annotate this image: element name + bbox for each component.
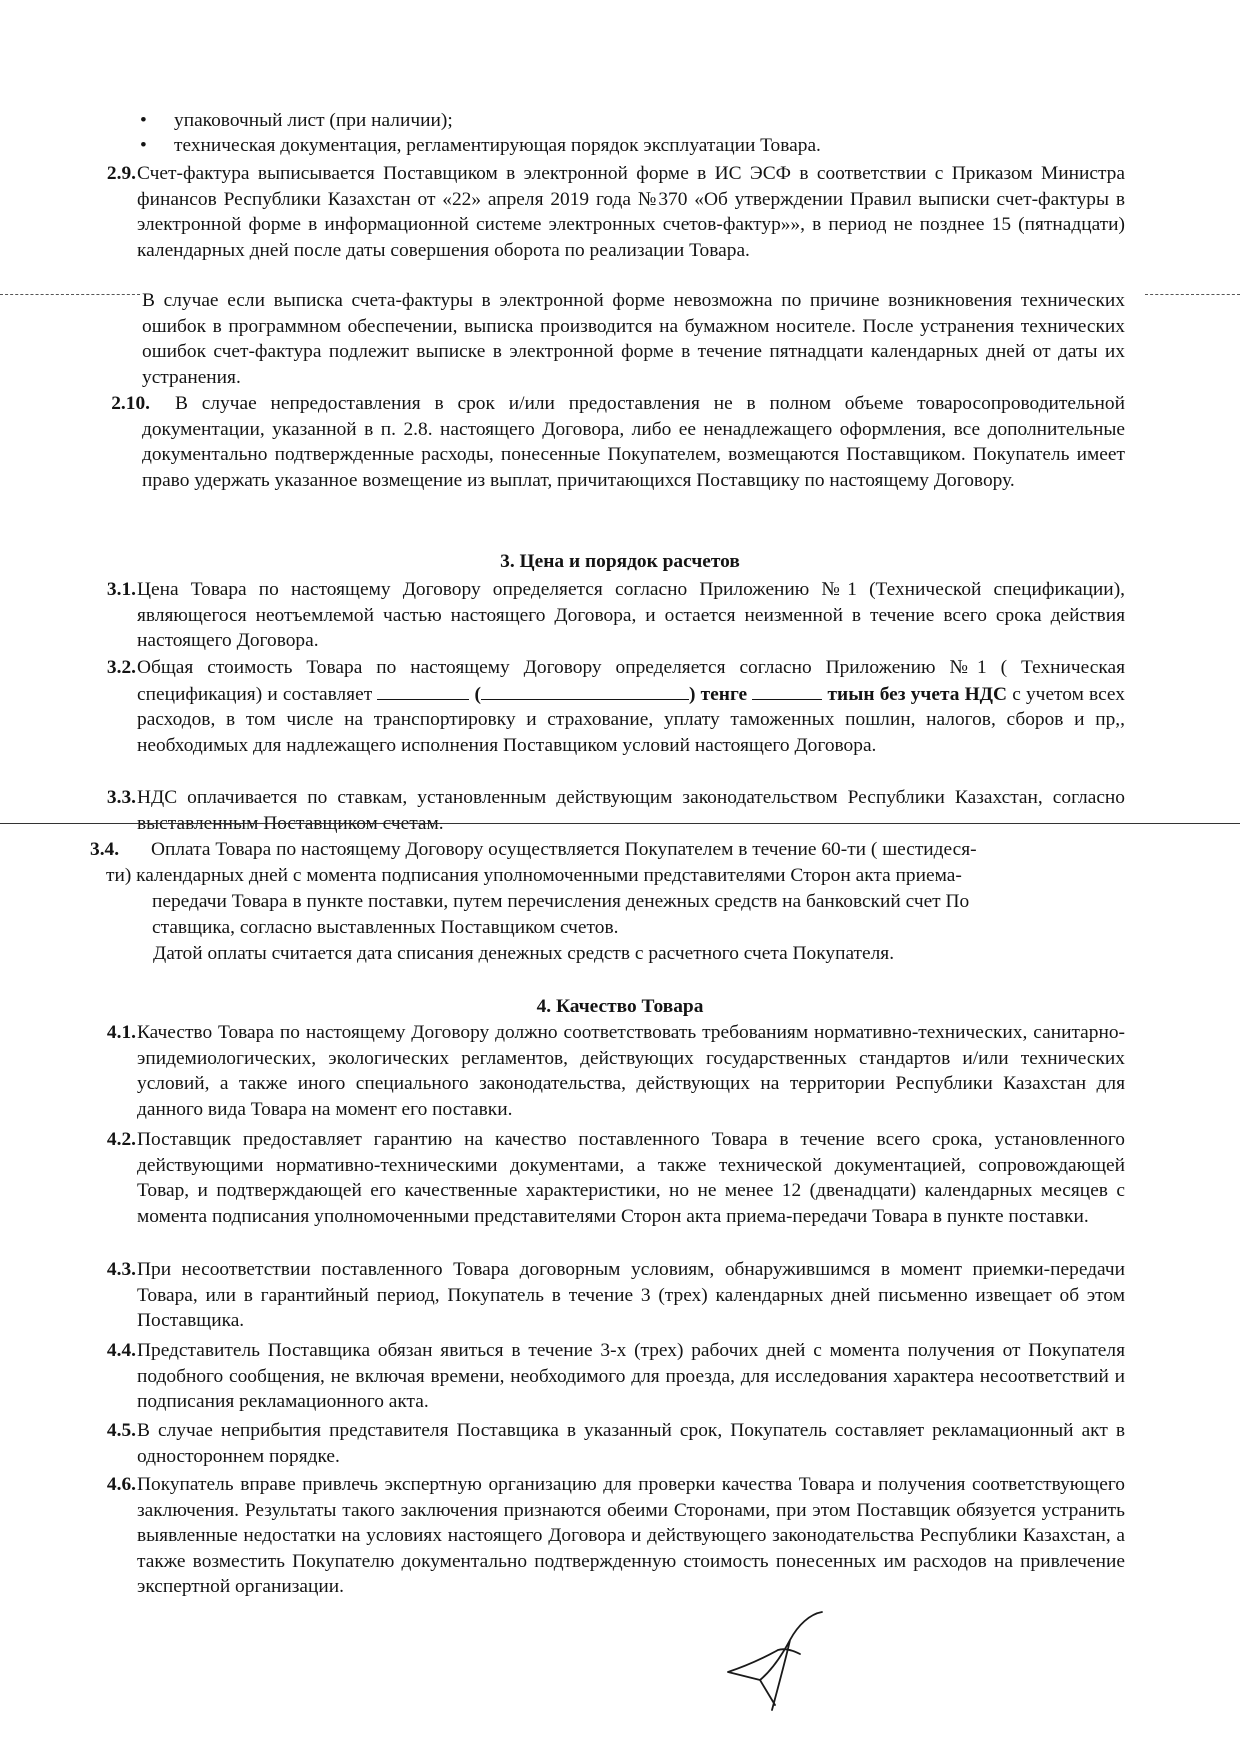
clause-number: 3.3. xyxy=(106,787,136,808)
clause-text-line: Оплата Товара по настоящему Договору осуществляется Покупателем в течение 60-ти ( шестидеся- xyxy=(151,839,977,860)
scan-dashed-line xyxy=(0,294,140,295)
clause-number: 3.4. xyxy=(90,839,120,860)
blank-field xyxy=(481,681,689,700)
clause-text: НДС оплачивается по ставкам, установленным действующим законодательством Республики Казахстан, согласно выставленным Поставщиком счетам. xyxy=(137,787,1125,834)
clause-text-continued: В случае если выписка счета-фактуры в электронной форме невозможна по причине возникновения технических ошибок в программном обеспечении, выписка производится на бумажном носителе. После устранения технических ошибок счет-фактура подлежит выписке в электронной форме в течение пятнадцати календарных дней от даты их устранения. xyxy=(142,290,1125,388)
clause-number: 3.1. xyxy=(106,579,136,600)
clause-text-line: ти) календарных дней с момента подписания уполномоченными представителями Сторон акта приема- xyxy=(106,865,962,886)
scan-rule-line xyxy=(0,823,1240,824)
open-paren: ( xyxy=(474,683,482,705)
tiyn-label: тиын без учета НДС xyxy=(827,683,1008,705)
clause-number: 4.2. xyxy=(106,1129,136,1150)
scan-dashed-line xyxy=(1145,294,1240,295)
clause-text: Покупатель вправе привлечь экспертную организацию для проверки качества Товара и получения соответствующего заключения. Результаты такого заключения признаются обеими Сторонами, при этом Поставщик обязуется устранить выявленные недостатки на условиях настоящего Договора и действующего законодательства Республики Казахстан, а также возместить Покупателю документально подтвержденную стоимость понесенных им расходов на привлечение экспертной организации. xyxy=(137,1474,1125,1598)
clause-number: 4.6. xyxy=(106,1474,136,1495)
clause-number: 2.10. xyxy=(111,393,150,414)
clause-text xyxy=(137,655,1125,758)
section-heading: 4. Качество Товара xyxy=(536,996,704,1017)
bullet-dot-icon: • xyxy=(140,135,147,156)
signature-icon xyxy=(720,1610,840,1720)
tenge-label: ) тенге xyxy=(689,683,748,705)
bullet-dot-icon: • xyxy=(140,110,147,131)
clause-text-line: ставщика, согласно выставленных Поставщиком счетов. xyxy=(152,917,619,938)
clause-text: Счет-фактура выписывается Поставщиком в электронной форме в ИС ЭСФ в соответствии с Приказом Министра финансов Республики Казахстан от «22» апреля 2019 года №370 «Об утверждении Правил выписки счет-фактуры в электронной форме в информационной системе электронных счетов-фактур»», в период не позднее 15 (пятнадцати) календарных дней после даты совершения оборота по реализации Товара. xyxy=(137,163,1125,261)
clause-text-part: с учетом всех расходов, в том числе на транспортировку и страхование, уплату таможенных пошлин, налогов, сборов и пр,, необходимых для надлежащего исполнения Поставщиком условий настоящего Договора. xyxy=(137,683,1125,756)
clause-text: В случае неприбытия представителя Поставщика в указанный срок, Покупатель составляет рекламационный акт в одностороннем порядке. xyxy=(137,1420,1125,1467)
clause-text: Поставщик предоставляет гарантию на качество поставленного Товара в течение всего срока, установленного действующими нормативно-техническими документами, а также технической документацией, сопровождающей Товар, и подтверждающей его качественные характеристики, но не менее 12 (двенадцати) календарных месяцев с момента подписания уполномоченными представителями Сторон акта приема-передачи Товара в пункте поставки. xyxy=(137,1129,1125,1227)
clause-text: Представитель Поставщика обязан явиться в течение 3-х (трех) рабочих дней с момента получения от Покупателя подобного сообщения, не включая времени, необходимого для проезда, для исследования характера несоответствий и подписания рекламационного акта. xyxy=(137,1340,1125,1413)
clause-number: 2.9. xyxy=(106,163,136,184)
section-heading: 3. Цена и порядок расчетов xyxy=(500,551,740,572)
clause-number: 3.2. xyxy=(106,657,136,678)
clause-text-line: Датой оплаты считается дата списания денежных средств с расчетного счета Покупателя. xyxy=(153,943,895,964)
blank-field xyxy=(377,681,469,700)
bullet-text: упаковочный лист (при наличии); xyxy=(174,110,453,131)
clause-number: 4.5. xyxy=(106,1420,136,1441)
clause-text: Цена Товара по настоящему Договору определяется согласно Приложению №1 (Технической спецификации), являющегося неотъемлемой частью настоящего Договора, и остается неизменной в течение всего срока действия настоящего Договора. xyxy=(137,579,1125,652)
clause-number: 4.1. xyxy=(106,1022,136,1043)
clause-number: 4.3. xyxy=(106,1259,136,1280)
clause-text: При несоответствии поставленного Товара договорным условиям, обнаружившимся в момент приемки-передачи Товара, или в гарантийный период, Покупатель в течение 3 (трех) календарных дней письменно извещает об этом Поставщика. xyxy=(137,1259,1125,1332)
clause-text: В случае непредоставления в срок и/или предоставления не в полном объеме товаросопроводительной документации, указанной в п. 2.8. настоящего Договора, либо ее ненадлежащего оформления, все дополнительные документально подтвержденные расходы, понесенные Покупателем, возмещаются Поставщиком. Покупатель имеет право удержать указанное возмещение из выплат, причитающихся Поставщику по настоящему Договору. xyxy=(142,393,1125,491)
clause-text-part: Общая стоимость Товара по настоящему Договору определяется согласно Приложению №1 ( Техническая спецификация) и составляет xyxy=(137,657,1125,705)
clause-number: 4.4. xyxy=(106,1340,136,1361)
bullet-text: техническая документация, регламентирующая порядок эксплуатации Товара. xyxy=(174,135,821,156)
clause-text-line: передачи Товара в пункте поставки, путем перечисления денежных средств на банковский счет По xyxy=(152,891,970,912)
blank-field xyxy=(752,681,822,700)
clause-text: Качество Товара по настоящему Договору должно соответствовать требованиям нормативно-технических, санитарно-эпидемиологических, экологических регламентов, действующих государственных стандартов и/или технических условий, а также иного специального законодательства, действующих на территории Республики Казахстан для данного вида Товара на момент его поставки. xyxy=(137,1022,1125,1120)
